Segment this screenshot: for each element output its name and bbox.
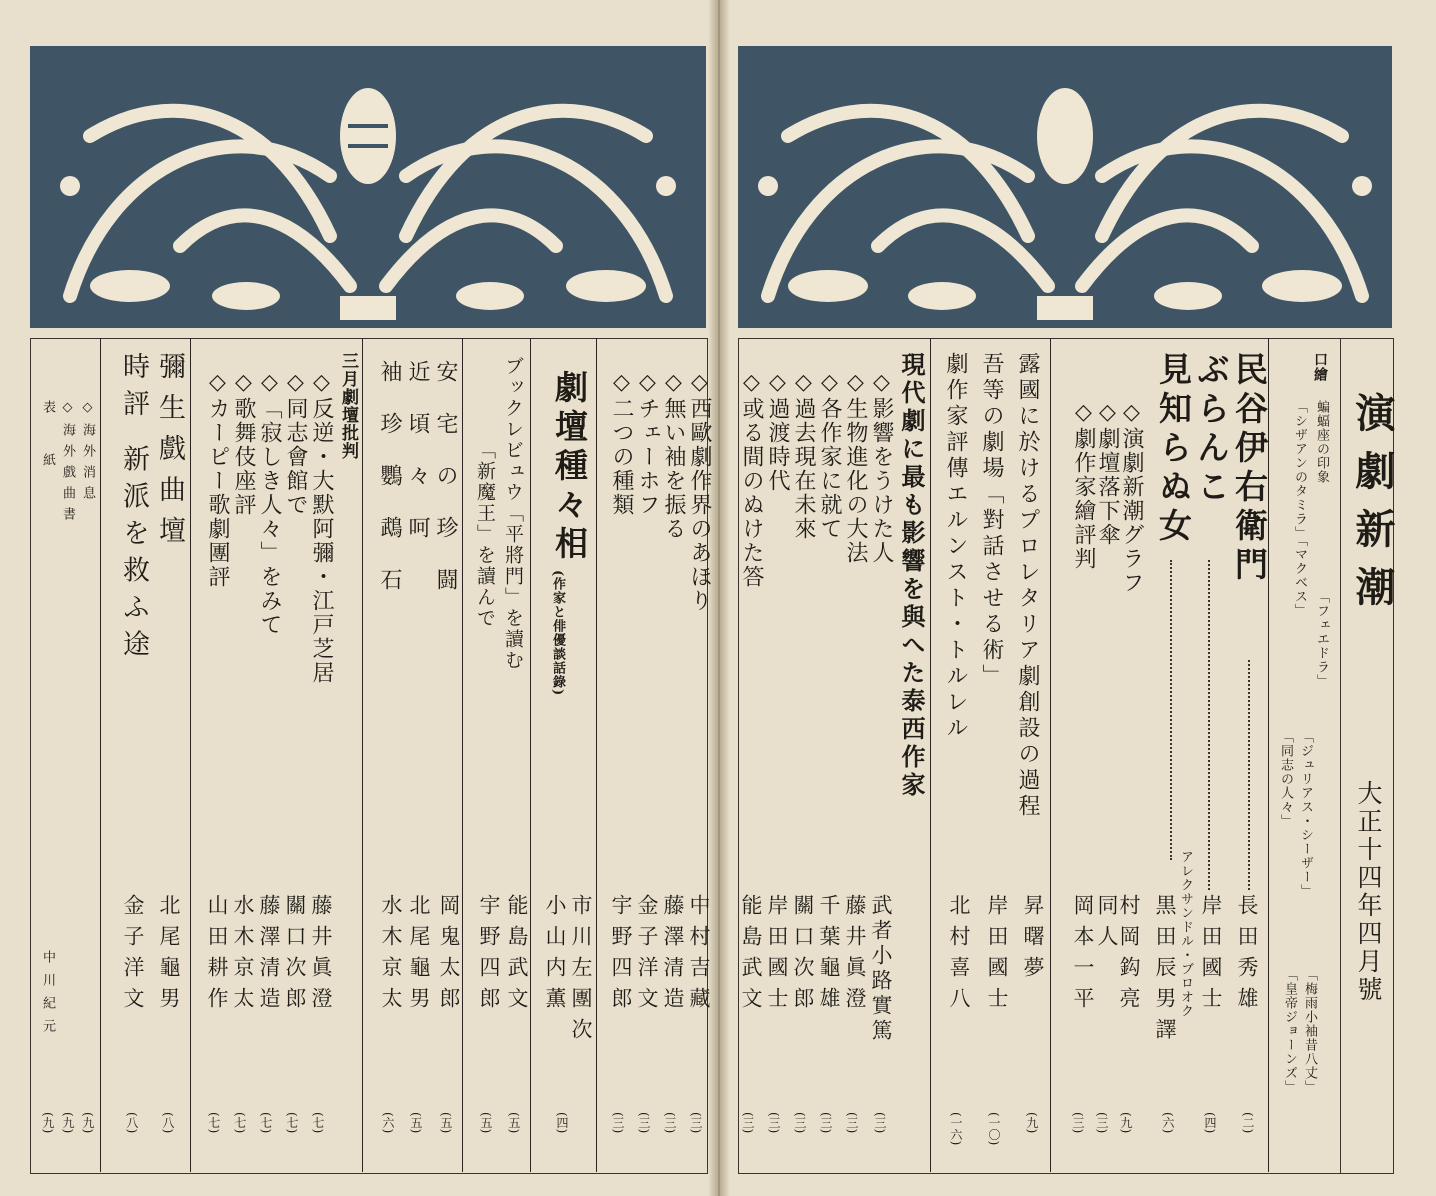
divider xyxy=(530,338,531,1172)
toc-page: (四) xyxy=(1203,1112,1217,1134)
toc-page: (七) xyxy=(259,1112,273,1134)
toc-title: ◇反逆・大默阿彌・江戸芝居 xyxy=(309,370,334,685)
toc-title: 表紙 xyxy=(40,400,55,506)
toc-author: 水木京太 xyxy=(379,894,403,1018)
toc-title: ◇影響をうけた人 xyxy=(869,370,894,565)
toc-author: 金子洋文 xyxy=(121,894,145,1018)
toc-author: 藤澤清造 xyxy=(661,894,685,1018)
toc-author: 宇野四郎 xyxy=(477,894,501,1018)
toc-title: ◇演劇新潮グラフ xyxy=(1119,400,1144,595)
toc-page: (七) xyxy=(207,1112,221,1134)
decorative-banner-right xyxy=(738,46,1392,328)
toc-title: ◇二つの種類 xyxy=(609,370,634,517)
toc-author: 岸田國士 xyxy=(985,894,1009,1018)
toc-page: (五) xyxy=(439,1112,453,1134)
toc-author: 千葉龜雄 xyxy=(817,894,841,1018)
toc-author: 長田秀雄 xyxy=(1235,894,1259,1018)
divider xyxy=(1050,338,1051,1172)
toc-title: ◇西歐劇作界のあほり xyxy=(687,370,712,613)
toc-author: 藤井眞澄 xyxy=(309,894,333,1018)
toc-author: 能島武文 xyxy=(739,894,763,1018)
toc-author: 小山内薫 xyxy=(543,894,567,1018)
toc-title: 彌生戲曲壇 xyxy=(154,352,185,557)
toc-page: (七) xyxy=(311,1112,325,1134)
toc-page: (九) xyxy=(81,1112,95,1134)
toc-author: 昇曙夢 xyxy=(1021,894,1045,987)
toc-author: 岡鬼太郎 xyxy=(437,894,461,1018)
toc-title: ブックレビュウ「平將門」を讀む xyxy=(502,356,524,671)
toc-page: (六) xyxy=(381,1112,395,1134)
toc-title: ◇或る間のぬけた答 xyxy=(739,370,764,589)
issue-number: 大正十四年四月號 xyxy=(1354,780,1383,1004)
toc-page: (三) xyxy=(1071,1112,1085,1134)
toc-title: ◇生物進化の大法 xyxy=(843,370,868,565)
toc-page: (三) xyxy=(611,1112,625,1134)
toc-page: (五) xyxy=(479,1112,493,1134)
toc-page: (五) xyxy=(409,1112,423,1134)
toc-title: ◇各作家に就て xyxy=(817,370,842,541)
divider xyxy=(462,338,463,1172)
toc-page: (九) xyxy=(1025,1112,1039,1134)
toc-page: (九) xyxy=(1119,1112,1133,1134)
toc-title: ◇過去現在未來 xyxy=(791,370,816,541)
toc-page: (五) xyxy=(507,1112,521,1134)
divider xyxy=(100,338,101,1172)
divider xyxy=(930,338,931,1172)
toc-title: 吾等の劇場「對話させる術」 xyxy=(979,352,1004,690)
leader-dots xyxy=(1170,560,1172,860)
toc-page: (一〇) xyxy=(987,1112,1001,1146)
toc-author: 北尾龜男 xyxy=(407,894,431,1018)
caption: 「シザアンのタミラ」「マクベス」 xyxy=(1292,400,1307,618)
toc-page: (二) xyxy=(1241,1112,1255,1134)
toc-title: ◇海外消息 xyxy=(80,400,95,507)
toc-page: (七) xyxy=(285,1112,299,1134)
caption: 「フェエドラ」 xyxy=(1314,590,1329,688)
toc-title: 劇作家評傳エルンスト・トルレル xyxy=(943,352,968,742)
floral-ornament-icon xyxy=(738,46,1392,328)
toc-title: ◇チェーホフ xyxy=(635,370,660,517)
section-heading: 現代劇に最も影響を與へた泰西作家 xyxy=(897,352,926,800)
toc-author: 關口次郎 xyxy=(283,894,307,1018)
toc-author: 藤澤清造 xyxy=(257,894,281,1018)
toc-author: 黒田辰男譯 xyxy=(1153,894,1177,1049)
toc-author: 中川紀元 xyxy=(40,950,55,1042)
toc-page: (九) xyxy=(61,1112,75,1134)
caption: 「同志の人々」 xyxy=(1278,730,1293,828)
toc-title: ◇無い袖を振る xyxy=(661,370,686,541)
toc-title: 「新魔王」を讀んで xyxy=(474,440,496,629)
toc-author: 市川左團次 xyxy=(569,894,593,1049)
toc-author: 藤井眞澄 xyxy=(843,894,867,1018)
toc-title: 安宅の珍闘 xyxy=(433,360,458,620)
toc-author: 水木京太 xyxy=(231,894,255,1018)
toc-author: 岡本一平 xyxy=(1071,894,1095,1018)
toc-page: (八) xyxy=(161,1112,175,1134)
toc-page: (三) xyxy=(741,1112,755,1134)
caption: 「ジュリアス・シーザー」 xyxy=(1298,730,1313,898)
decorative-banner-left xyxy=(30,46,706,328)
toc-author: 能島武文 xyxy=(505,894,529,1018)
toc-author: 關口次郎 xyxy=(791,894,815,1018)
toc-page: (三) xyxy=(873,1112,887,1134)
toc-page: (九) xyxy=(41,1112,55,1134)
toc-author: 中村吉藏 xyxy=(687,894,711,1018)
toc-author: 北村喜八 xyxy=(947,894,971,1018)
toc-page: (三) xyxy=(689,1112,703,1134)
toc-author: 村岡鈎亮 xyxy=(1117,894,1141,1018)
toc-title: 劇壇種々相 xyxy=(550,370,589,565)
toc-page: (四) xyxy=(555,1112,569,1134)
toc-author: 山田耕作 xyxy=(205,894,229,1018)
toc-page: (三) xyxy=(663,1112,677,1134)
toc-title: ぶらんこ xyxy=(1192,352,1231,508)
toc-title: ◇過渡時代 xyxy=(765,370,790,493)
toc-prefix: アレクサンドル・ブロオク xyxy=(1178,850,1193,1018)
toc-author: 武者小路實篤 xyxy=(869,894,893,1044)
toc-title: ◇「寂しき人々」をみて xyxy=(257,370,282,637)
caption: 蝙蝠座の印象 xyxy=(1314,400,1329,484)
toc-title: ◇カーピー歌劇團評 xyxy=(205,370,230,589)
leader-dots xyxy=(1208,560,1210,890)
toc-author: 宇野四郎 xyxy=(609,894,633,1018)
toc-page: (六) xyxy=(1161,1112,1175,1134)
toc-author: 岸田國士 xyxy=(765,894,789,1018)
frontispiece-label: 口繪 xyxy=(1312,352,1328,382)
toc-title: 時評 新派を救ふ途 xyxy=(118,352,149,667)
magazine-title: 演劇新潮 xyxy=(1349,392,1396,624)
divider xyxy=(190,338,191,1172)
toc-title: ◇歌舞伎座評 xyxy=(231,370,256,517)
toc-page: (三) xyxy=(793,1112,807,1134)
leader-dots xyxy=(1248,660,1250,890)
toc-page: (三) xyxy=(767,1112,781,1134)
caption: 「梅雨小袖昔八丈」 xyxy=(1302,968,1317,1094)
toc-title: 袖珍鸚鵡石 xyxy=(377,360,402,620)
toc-author: 岸田國士 xyxy=(1199,894,1223,1018)
toc-title: 民谷伊右衛門 xyxy=(1230,352,1269,586)
toc-page: (八) xyxy=(125,1112,139,1134)
divider xyxy=(362,338,363,1172)
section-heading: 三月劇壇批判 xyxy=(338,352,358,460)
toc-title: 露國に於けるプロレタリア劇創設の過程 xyxy=(1015,352,1040,820)
floral-ornament-icon xyxy=(30,46,706,328)
toc-author: 金子洋文 xyxy=(635,894,659,1018)
toc-title: 見知らぬ女 xyxy=(1154,352,1193,547)
toc-page: (一六) xyxy=(949,1112,963,1146)
caption: 「皇帝ジョーンズ」 xyxy=(1282,968,1297,1094)
toc-subtitle: (作家と俳優談話錄) xyxy=(550,570,565,697)
toc-page: (三) xyxy=(1095,1112,1109,1134)
toc-title: 近頃々呵 xyxy=(405,360,430,568)
toc-title: ◇劇作家繪評判 xyxy=(1071,400,1096,571)
toc-author: 同人 xyxy=(1095,894,1119,956)
toc-title: ◇海外戲曲書 xyxy=(60,400,75,528)
toc-page: (三) xyxy=(637,1112,651,1134)
divider xyxy=(596,338,597,1172)
toc-author: 北尾龜男 xyxy=(157,894,181,1018)
toc-title: ◇劇壇落下傘 xyxy=(1095,400,1120,547)
toc-page: (七) xyxy=(233,1112,247,1134)
toc-title: ◇同志會館で xyxy=(283,370,308,517)
toc-page: (三) xyxy=(819,1112,833,1134)
toc-page: (三) xyxy=(845,1112,859,1134)
